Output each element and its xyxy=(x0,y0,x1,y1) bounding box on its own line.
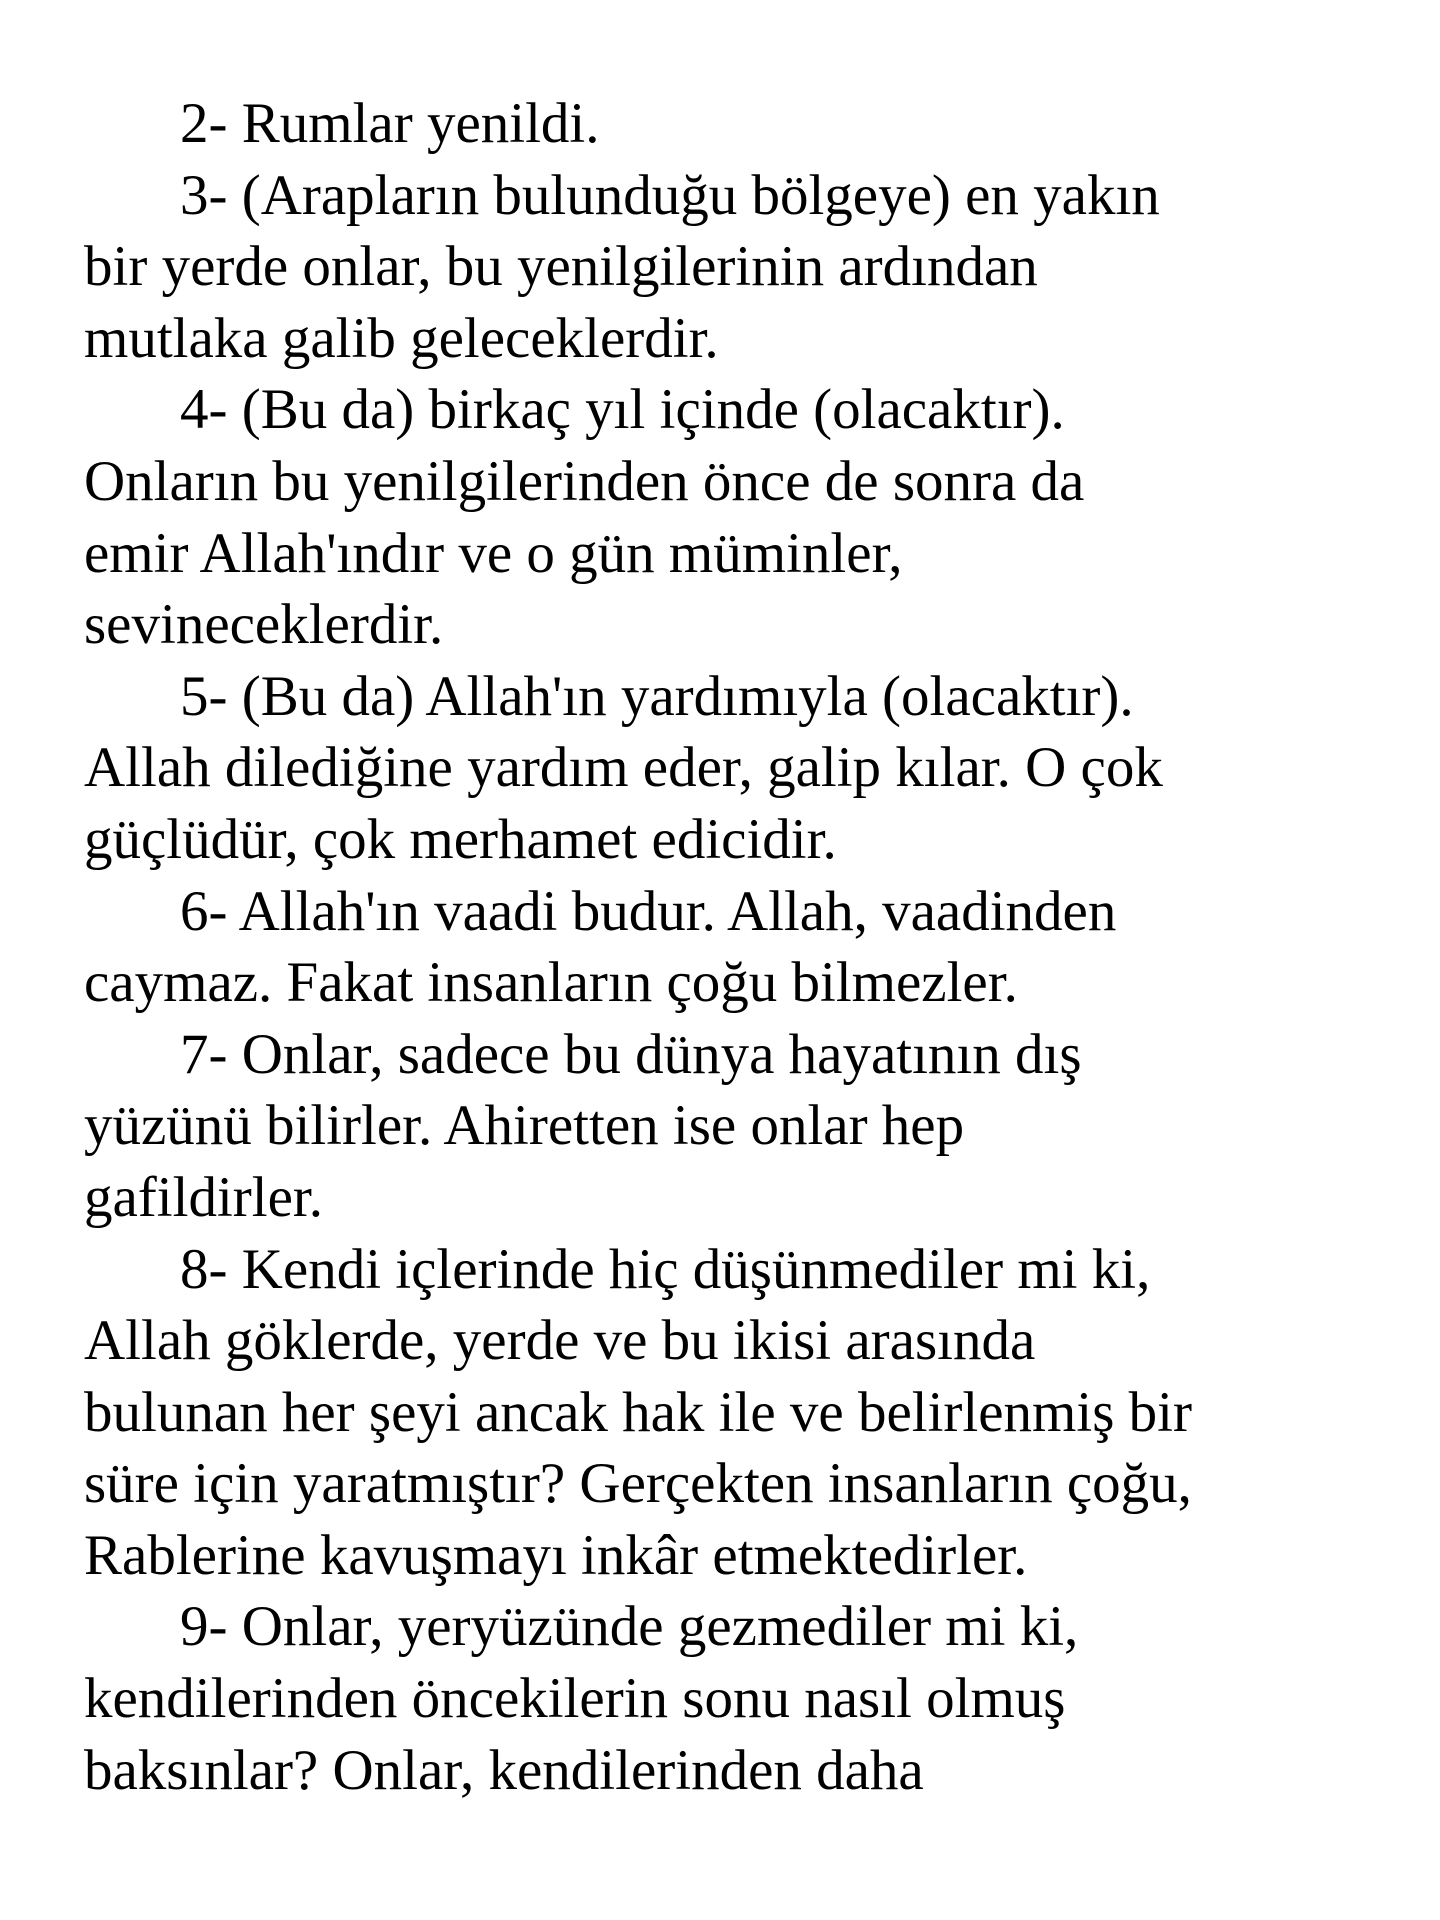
verse-start-line: 5- (Bu da) Allah'ın yardımıyla (olacaktır). xyxy=(180,664,1134,728)
verse-start-line: 3- (Arapların bulunduğu bölgeye) en yakın xyxy=(180,163,1160,227)
document-page xyxy=(84,88,1404,1806)
text-line: caymaz. Fakat insanların çoğu bilmezler. xyxy=(84,951,1018,1015)
verse-start-line: 4- (Bu da) birkaç yıl içinde (olacaktır). xyxy=(180,378,1065,442)
text-line: sevineceklerdir. xyxy=(84,593,444,657)
text-line: gafildirler. xyxy=(84,1165,323,1229)
text-line: Allah dilediğine yardım eder, galip kılar. O çok xyxy=(84,736,1163,800)
text-line: süre için yaratmıştır? Gerçekten insanların çoğu, xyxy=(84,1452,1192,1516)
text-line: Rablerine kavuşmayı inkâr etmektedirler. xyxy=(84,1523,1028,1587)
text-line: güçlüdür, çok merhamet edicidir. xyxy=(84,807,837,871)
verse-start-line: 6- Allah'ın vaadi budur. Allah, vaadinden xyxy=(180,879,1117,943)
text-line: baksınlar? Onlar, kendilerinden daha xyxy=(84,1738,924,1802)
text-line: kendilerinden öncekilerin sonu nasıl olmuş xyxy=(84,1667,1066,1731)
verse-start-line: 8- Kendi içlerinde hiç düşünmediler mi ki, xyxy=(180,1237,1151,1301)
verse-start-line: 9- Onlar, yeryüzünde gezmediler mi ki, xyxy=(180,1595,1079,1659)
verse-start-line: 2- Rumlar yenildi. xyxy=(180,92,600,155)
text-line: mutlaka galib geleceklerdir. xyxy=(84,306,719,370)
text-line: yüzünü bilirler. Ahiretten ise onlar hep xyxy=(84,1094,965,1158)
verse-start-line: 7- Onlar, sadece bu dünya hayatının dış xyxy=(180,1022,1082,1086)
text-line: bir yerde onlar, bu yenilgilerinin ardından xyxy=(84,235,1038,299)
text-line: Onların bu yenilgilerinden önce de sonra da xyxy=(84,449,1085,513)
text-line: bulunan her şeyi ancak hak ile ve belirlenmiş bir xyxy=(84,1380,1192,1444)
text-line: Allah göklerde, yerde ve bu ikisi arasında xyxy=(84,1309,1036,1373)
text-line: emir Allah'ındır ve o gün müminler, xyxy=(84,521,903,585)
